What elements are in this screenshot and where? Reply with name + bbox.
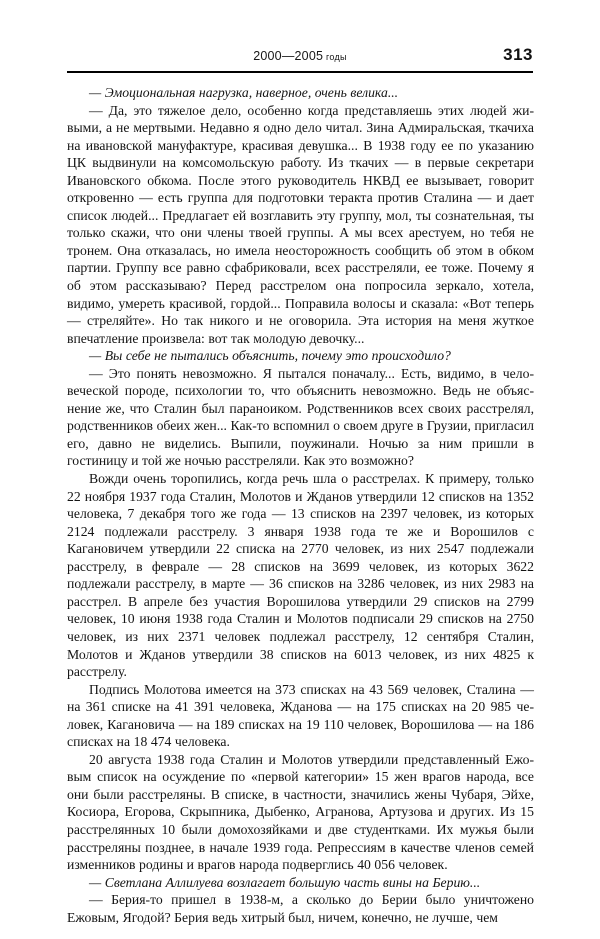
page-number: 313 xyxy=(503,45,533,64)
paragraph-statistics-signatures: Подпись Молотова имеется на 373 списках на 43 569 человек, Сталина — на 361 списке на 41 391 человека, Жданова — на 175 списках на 20 985 человек, Кагановича — на 189 списках на 19 110 человек, Ворошилова — на 186 списках на 18 474 человека. xyxy=(67,681,534,750)
paragraph-answer: — Это понять невозможно. Я пытался поначалу... Есть, видимо, в человеческой породе, психологии то, что объяснить невозможно. Ведь не объяснение же, что Сталин был параноиком. Родственников всех своих расстрелял, родственников обеих жен... Как-то вспомнил о своем друге в Грузии, пригласил его, давно не виделись. Выпили, поужинали. Ночью за ним пришли в гостиницу и той же ночью расстреляли. Как это возможно? xyxy=(67,365,534,469)
paragraph-statistics-wives: 20 августа 1938 года Сталин и Молотов утвердили представленный Ежовым список на осуждение по «первой категории» 15 жен врагов народа, все они были расстреляны. В списке, в частности, значились жены Чубаря, Эйхе, Косиора, Егорова, Скрыпника, Дыбенко, Агранова, Артузова и других. Из 15 расстрелянных 10 были домохозяйками и две студентками. Их мужья были расстреляны позднее, в начале 1939 года. Репрессиям в качестве членов семей изменников родины и врагов народа подверглись 40 056 человек. xyxy=(67,751,534,873)
running-head-title xyxy=(67,49,533,63)
paragraph-question: — Эмоциональная нагрузка, наверное, очень велика... xyxy=(89,85,399,100)
header-rule xyxy=(67,71,533,73)
running-head-word: годы xyxy=(325,52,347,62)
body-text xyxy=(67,84,534,926)
paragraph-answer: — Берия-то пришел в 1938-м, а сколько до Берии было уничтожено Ежовым, Ягодой? Берия ведь хитрый был, ничем, конечно, не лучше, чем xyxy=(67,892,534,925)
paragraph-question: — Вы себе не пытались объяснить, почему это происходило? xyxy=(89,348,451,364)
paragraph-answer: — Да, это тяжелое дело, особенно когда представляешь этих людей живыми, а не мертвыми. Недавно я одно дело читал. Зина Адмиральская, ткачиха на ивановской мануфактуре, красивая девушка... В 1938 году ее по указанию ЦК выдвинули на комсомольскую работу. Из ткачих — в первые секретари Ивановского обкома. После этого руководитель НКВД ее вызывает, говорит откровенно — есть группа для подготовки теракта против Сталина — и дает список людей... Предлагает ей возглавить эту группу, мол, ты сознательная, ты только скажи, что они члены твоей группы. А мы всех арестуем, но тебя не тронем. Она отказалась, но имела неосторожность сообщить об этом в обком партии. Группу все равно сфабриковали, всех расстреляли, ее тоже. Почему я об этом рассказываю? Перед расстрелом она попросила зеркало, хотела, видимо, умереть красивой, гордой... Поправила волосы и сказала: «Вот теперь — стреляйте». Но так никого и не оговорила. Эта история на меня жуткое впечатление произвела: вот так молодую девочку... xyxy=(67,102,534,346)
paragraph-question: — Светлана Аллилуева возлагает большую часть вины на Берию... xyxy=(89,874,481,890)
paragraph-statistics-lists: Вожди очень торопились, когда речь шла о расстрелах. К примеру, только 22 ноября 1937 года Сталин, Молотов и Жданов утвердили 12 списков на 1352 человека, 7 декабря того же года — 13 списков на 2397 человек, из которых 2124 подлежали расстрелу. 3 января 1938 года те же и Ворошилов с Кагановичем утвердили 22 списка на 2770 человек, из них 2547 подлежали расстрелу, в феврале — 28 списков на 3699 человек, из которых 3622 подлежали расстрелу, в марте — 36 списков на 3286 человек, из них 2983 на расстрел. В апреле без участия Ворошилова утвердили 29 списков на 2799 человек, 10 июня 1938 года Сталин и Молотов подписали 29 списков на 2750 человек, из них 2371 человек подлежал расстрелу, 12 сентября Сталин, Молотов и Жданов утвердили 38 списков на 6013 человек, из них 4825 к расстрелу. xyxy=(67,471,534,680)
running-head-years: 2000—2005 xyxy=(253,49,324,63)
running-head xyxy=(67,47,533,69)
